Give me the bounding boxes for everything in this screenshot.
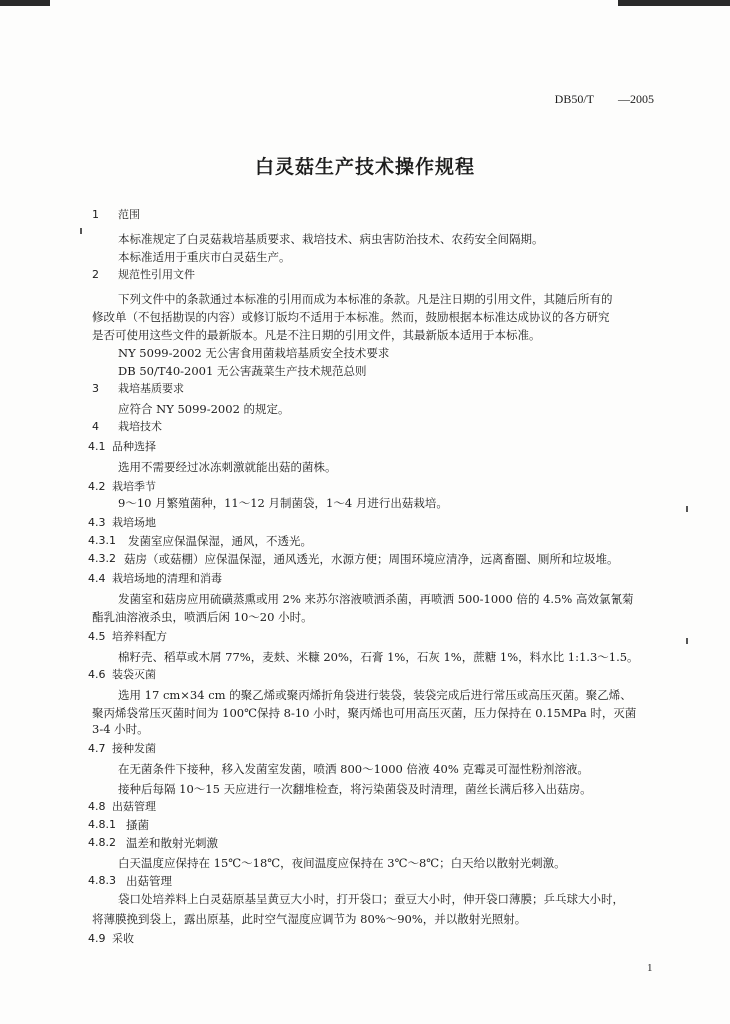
paragraph: 应符合 NY 5099-2002 的规定。	[118, 402, 290, 416]
paragraph: 选用 17 cm×34 cm 的聚乙烯或聚丙烯折角袋进行装袋，装袋完成后进行常压或高压灭菌。聚乙烯、	[118, 688, 632, 702]
paragraph: 袋口处培养料上白灵菇原基呈黄豆大小时，打开袋口；蚕豆大小时，伸开袋口薄膜；乒乓球大小时，	[118, 892, 624, 906]
standard-code: DB50/T	[554, 92, 594, 106]
paragraph: 下列文件中的条款通过本标准的引用而成为本标准的条款。凡是注日期的引用文件，其随后所有的	[118, 292, 613, 306]
scan-speck	[686, 638, 688, 644]
paragraph: 聚丙烯袋常压灭菌时间为 100℃保持 8-10 小时，聚丙烯也可用高压灭菌，压力保持在 0.15MPa 时，灭菌	[92, 706, 637, 720]
scan-edge-right	[618, 0, 730, 6]
paragraph: 修改单（不包括勘误的内容）或修订版均不适用于本标准。然而，鼓励根据本标准达成协议的各方研究	[92, 310, 610, 324]
paragraph: 将薄膜挽到袋上，露出原基，此时空气湿度应调节为 80%～90%，并以散射光照射。	[92, 912, 527, 926]
paragraph: 9～10 月繁殖菌种，11～12 月制菌袋，1～4 月进行出菇栽培。	[118, 496, 448, 510]
paragraph: 在无菌条件下接种，移入发菌室发菌，喷洒 800～1000 倍液 40% 克霉灵可湿性粉剂溶液。	[118, 762, 589, 776]
paragraph: 白天温度应保持在 15℃～18℃，夜间温度应保持在 3℃～8℃；白天给以散射光刺激。	[118, 856, 566, 870]
scan-edge-left	[0, 0, 50, 6]
paragraph: 酯乳油溶液杀虫，喷洒后闲 10～20 小时。	[92, 610, 313, 624]
reference-item: NY 5099-2002 无公害食用菌栽培基质安全技术要求	[118, 346, 390, 360]
document-title: 白灵菇生产技术操作规程	[254, 156, 475, 178]
reference-item: DB 50/T40-2001 无公害蔬菜生产技术规范总则	[118, 364, 367, 378]
paragraph: 本标准规定了白灵菇栽培基质要求、栽培技术、病虫害防治技术、农药安全间隔期。	[118, 232, 544, 246]
paragraph: 3-4 小时。	[92, 722, 149, 736]
paragraph: 发菌室和菇房应用硫磺蒸熏或用 2% 来苏尔溶液喷洒杀菌，再喷洒 500-1000 倍的 4.5% 高效氯氰菊	[118, 592, 634, 606]
paragraph: 是否可使用这些文件的最新版本。凡是不注日期的引用文件，其最新版本适用于本标准。	[92, 328, 541, 342]
paragraph: 选用不需要经过冰冻刺激就能出菇的菌株。	[118, 460, 337, 474]
scan-speck	[80, 228, 82, 234]
paragraph: 棉籽壳、稻草或木屑 77%，麦麸、米糠 20%，石膏 1%，石灰 1%，蔗糖 1%，料水比 1:1.3～1.5。	[118, 650, 639, 664]
page-number: 1	[647, 962, 653, 974]
paragraph: 本标准适用于重庆市白灵菇生产。	[118, 250, 291, 264]
paragraph: 接种后每隔 10～15 天应进行一次翻堆检查，将污染菌袋及时清理，菌丝长满后移入出菇房。	[118, 782, 592, 796]
scan-speck	[686, 506, 688, 512]
document-page: DB50/T —2005 白灵菇生产技术操作规程 1 范围 本标准规定了白灵菇栽培基质要求、栽培技术、病虫害防治技术、农药安全间隔期。 本标准适用于重庆市白灵菇生产。 2 规范性引用文件 下列文件中的条款通过本标准的引用而成为本标准的条款。凡是注日期的引用文件，其随后所有的 修改单（不包括勘误的内容）或修订版均不适用于本标准。然而，鼓励根据本标准达成协议的各方研究 是否可使用这些文件的最新版本。凡是不注日期的引用文件，其最新版本适用于本标准。 NY 5099-2002 无公害食用菌栽培基质安全技术要求 DB 50/T40-2001 无公害蔬菜生产技术规范总则 3 栽培基质要求 应符合 NY 5099-2002 的规定。 4 栽培技术 4.1 品种选择 选用不需要经过冰冻刺激就能出菇的菌株。 4.2 栽培季节 9～10 月繁殖菌种，11～12 月制菌袋，1～4 月进行出菇栽培。 4.3 栽培场地 4.3.1 发菌室应保温保湿，通风，不透光。 4.3.2 菇房（或菇棚）应保温保湿，通风透光，水源方便；周围环境应清净，远离畜圈、厕所和垃圾堆。 4.4 栽培场地的清理和消毒 发菌室和菇房应用硫磺蒸熏或用 2% 来苏尔溶液喷洒杀菌，再喷洒 500-1000 倍的 4.5% 高效氯氰菊 酯乳油溶液杀虫，喷洒后闲 10～20 小时。 4.5 培养料配方 棉籽壳、稻草或木屑 77%，麦麸、米糠 20%，石膏 1%，石灰 1%，蔗糖 1%，料水比 1:1.3～1.5。 4.6 装袋灭菌 选用 17 cm×34 cm 的聚乙烯或聚丙烯折角袋进行装袋，装袋完成后进行常压或高压灭菌。聚乙烯、 聚丙烯袋常压灭菌时间为 100℃保持 8-10 小时，聚丙烯也可用高压灭菌，压力保持在 0.15MPa 时，灭菌 3-4 小时。 4.7 接种发菌 在无菌条件下接种，移入发菌室发菌，喷洒 800～1000 倍液 40% 克霉灵可湿性粉剂溶液。 接种后每隔 10～15 天应进行一次翻堆检查，将污染菌袋及时清理，菌丝长满后移入出菇房。 4.8 出菇管理 4.8.1 搔菌 4.8.2 温差和散射光刺激 白天温度应保持在 15℃～18℃，夜间温度应保持在 3℃～8℃；白天给以散射光刺激。 4.8.3 出菇管理 袋口处培养料上白灵菇原基呈黄豆大小时，打开袋口；蚕豆大小时，伸开袋口薄膜；乒乓球大小时， 将薄膜挽到袋上，露出原基，此时空气湿度应调节为 80%～90%，并以散射光照射。 4.9 采收 1	[0, 0, 730, 1024]
standard-year: —2005	[618, 92, 654, 106]
standard-code-header	[555, 92, 654, 107]
